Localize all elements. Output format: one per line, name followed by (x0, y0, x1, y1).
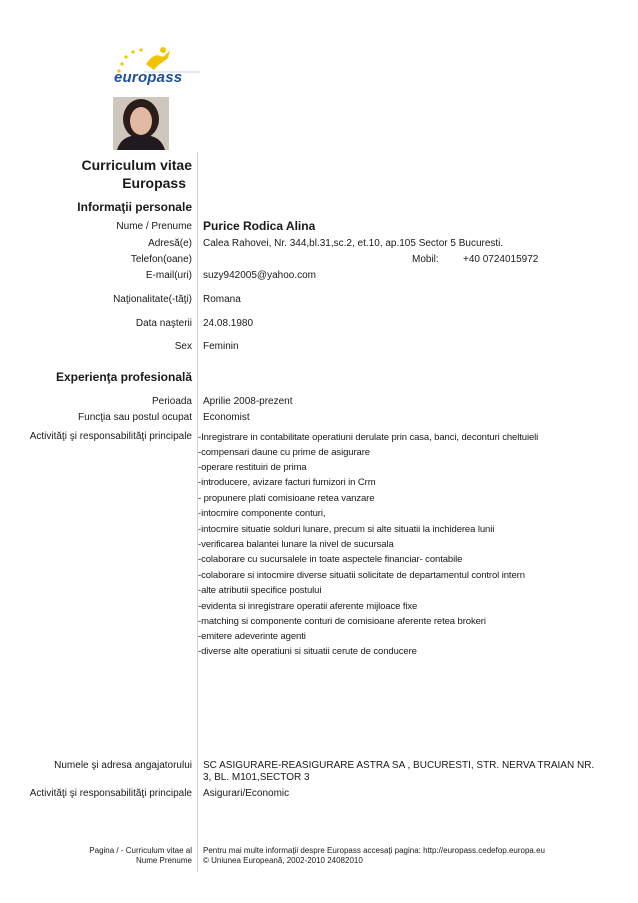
email-label: E-mail(uri) (145, 270, 192, 281)
cv-subtitle: Europass (122, 175, 186, 191)
sex-label: Sex (174, 341, 192, 352)
profile-photo (113, 97, 169, 150)
activities-label: Activităţi şi responsabilităţi principale (29, 431, 192, 442)
activity-item: -Inregistrare in contabilitate operatiuni derulate prin casa, banci, deconturi cheltuieli (198, 432, 539, 443)
address-value: Calea Rahovei, Nr. 344,bl.31,sc.2, et.10, ap.105 Sector 5 Bucuresti. (203, 238, 504, 249)
europass-logo-text: europass (114, 69, 183, 86)
footer-page-label: Pagina / - Curriculum vitae al (89, 846, 192, 855)
sex-value: Feminin (203, 341, 239, 352)
experience-heading: Experienţa profesională (55, 370, 192, 384)
activity-item: -diverse alte operatiuni si situatii cerute de conducere (198, 646, 417, 657)
activity-item: -alte atributii specifice postului (198, 585, 322, 596)
birth-date-label: Data naşterii (135, 318, 192, 329)
nationality-value: Romana (203, 294, 241, 305)
activity-item: -colaborare cu sucursalele in toate aspectele financiar- contabile (198, 554, 463, 565)
nationality-label: Naţionalitate(-tăţi) (113, 294, 192, 305)
activity-item: -introducere, avizare facturi furnizori in Crm (198, 477, 376, 488)
cv-title: Curriculum vitae (81, 157, 192, 173)
footer-info-text: Pentru mai multe informaţii despre Europass accesaţi pagina: http://europass.cedefop.europa.eu (203, 846, 545, 855)
sector-label: Activităţi şi responsabilităţi principale (29, 788, 192, 799)
sector-value: Asigurari/Economic (203, 788, 290, 799)
activity-item: -colaborare si intocmire diverse situatii solicitate de departamentul control intern (198, 570, 525, 581)
activity-item: -compensari daune cu prime de asigurare (198, 447, 370, 458)
email-value[interactable]: suzy942005@yahoo.com (203, 270, 316, 281)
personal-info-heading: Informaţii personale (77, 200, 192, 214)
full-name: Purice Rodica Alina (203, 219, 316, 233)
period-label: Perioada (151, 396, 192, 407)
activity-item: -intocmire componente conturi, (198, 508, 326, 519)
position-label: Funcţia sau postul ocupat (78, 412, 192, 423)
mobile-value: +40 0724015972 (463, 254, 539, 265)
activity-item: -evidenta si inregistrare operatii aferente mijloace fixe (198, 601, 418, 612)
birth-date-value: 24.08.1980 (203, 318, 254, 329)
employer-value: SC ASIGURARE-REASIGURARE ASTRA SA , BUCURESTI, STR. NERVA TRAIAN NR. 3, BL. M101,SECTOR 3 (203, 760, 595, 783)
activity-item: -matching si componente conturi de comisioane aferente retea brokeri (198, 616, 486, 627)
position-value: Economist (203, 412, 250, 423)
phone-label: Telefon(oane) (130, 254, 192, 265)
activity-item: -operare restituiri de prima (198, 462, 307, 473)
employer-label: Numele şi adresa angajatorului (54, 760, 192, 771)
activity-item: -emitere adeverinte agenti (198, 631, 306, 642)
footer-copyright: © Uniunea Europeană, 2002-2010 24082010 (203, 856, 363, 865)
address-label: Adresă(e) (148, 238, 192, 249)
mobile-label: Mobil: (412, 254, 439, 265)
activity-item: -verificarea balantei lunare la nivel de sucursala (198, 539, 394, 550)
activity-item: -intocmire situatie solduri lunare, precum si alte situatii la inchiderea lunii (198, 524, 495, 535)
footer-name-label: Nume Prenume (135, 856, 192, 865)
name-label: Nume / Prenume (116, 221, 192, 232)
activity-item: - propunere plati comisioane retea vanzare (198, 493, 375, 504)
europass-logo (108, 44, 200, 88)
period-value: Aprilie 2008-prezent (203, 396, 293, 407)
